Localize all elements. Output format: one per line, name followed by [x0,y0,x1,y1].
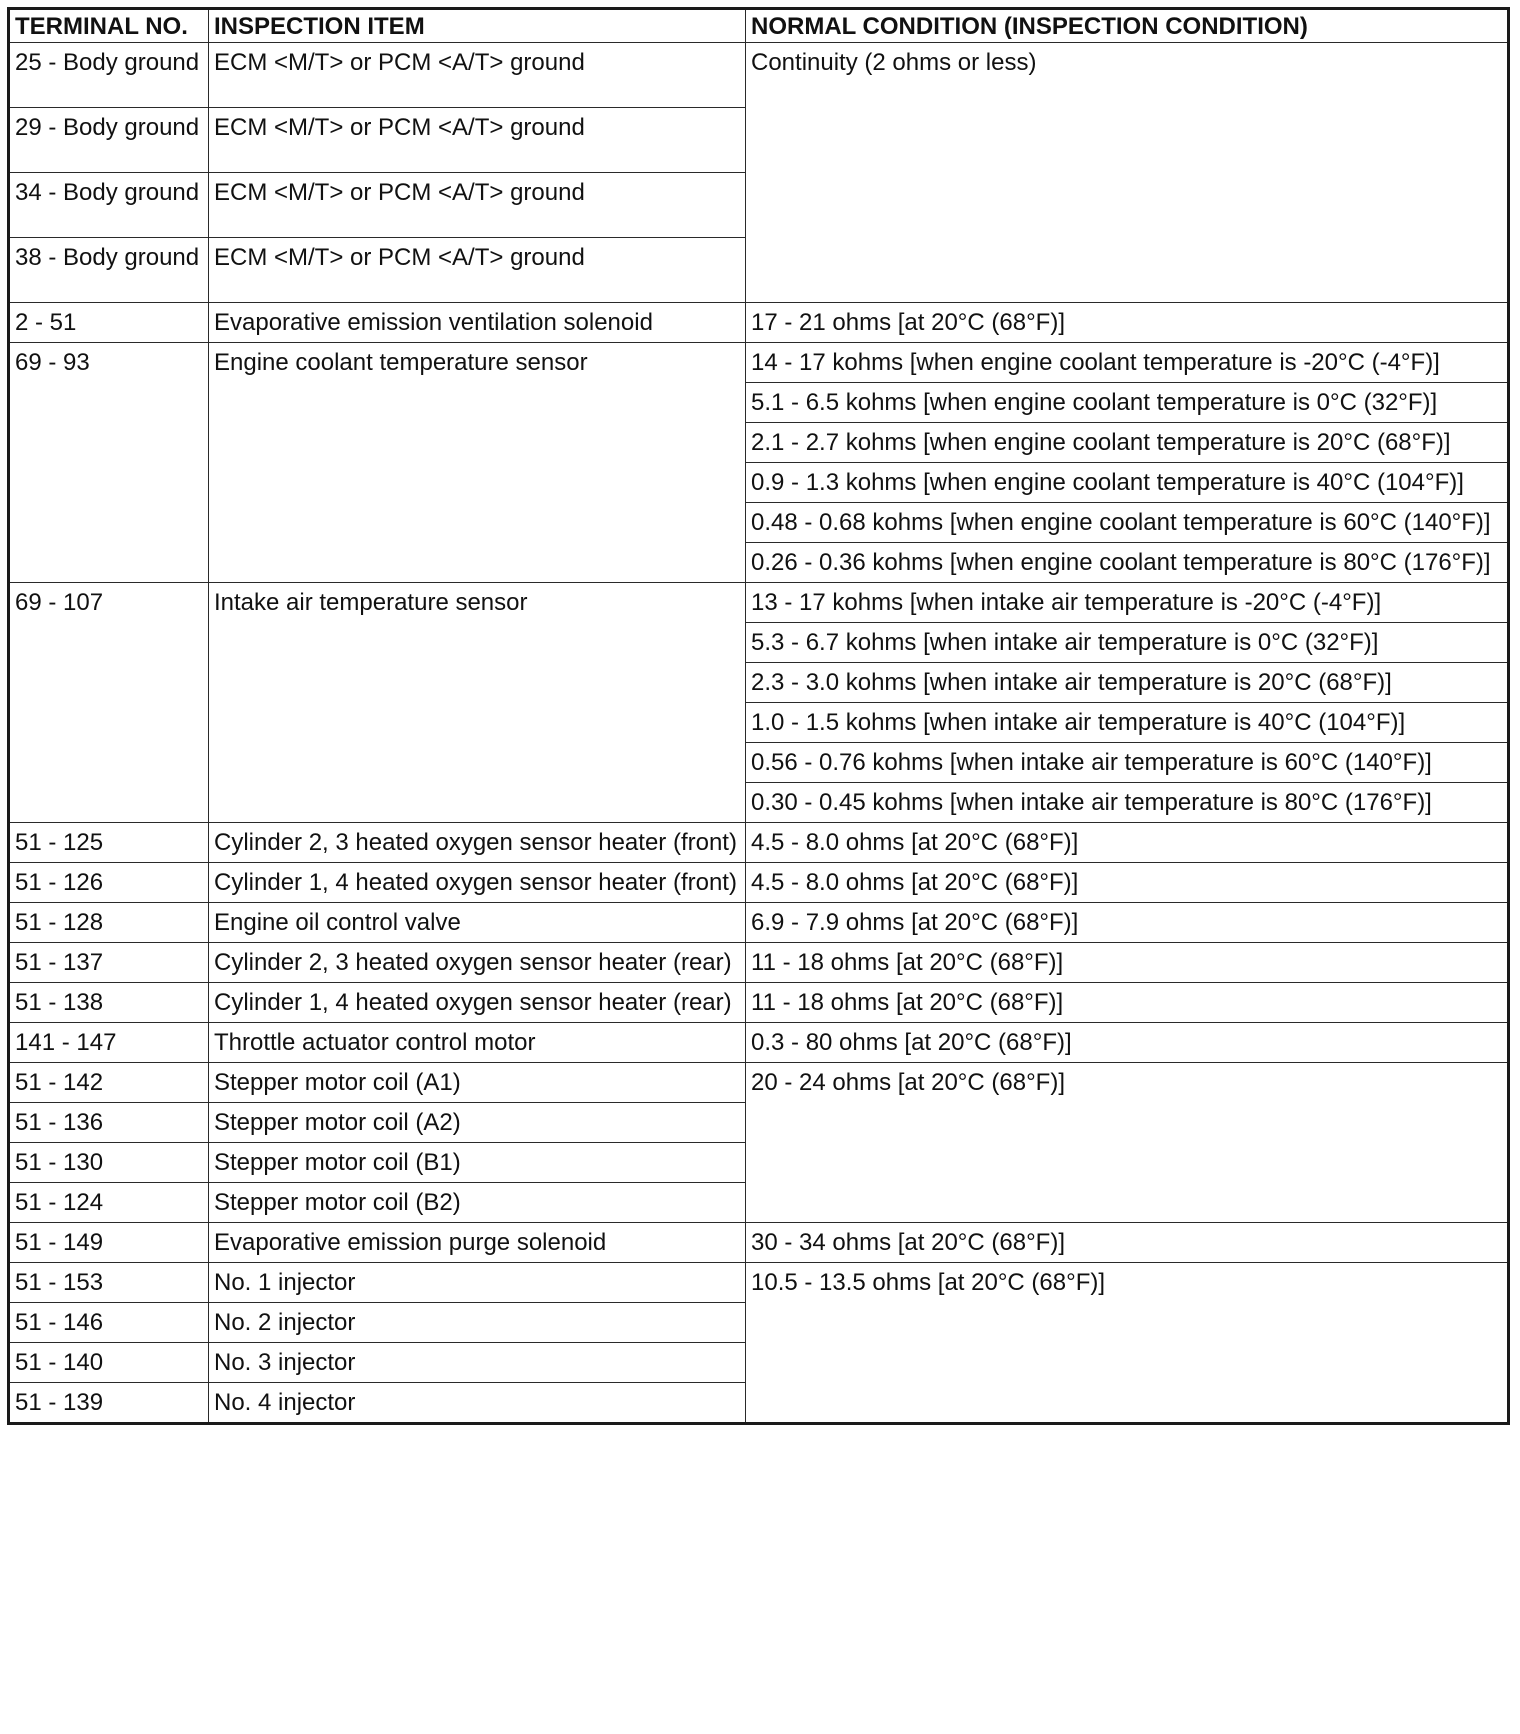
condition-cell: 6.9 - 7.9 ohms [at 20°C (68°F)] [746,903,1509,943]
condition-cell: 0.56 - 0.76 kohms [when intake air temperature is 60°C (140°F)] [746,743,1509,783]
header-terminal: TERMINAL NO. [9,9,209,43]
table-row [9,343,1509,383]
item-cell: Cylinder 1, 4 heated oxygen sensor heater (rear) [209,983,746,1023]
item-cell: ECM <M/T> or PCM <A/T> ground [209,238,746,303]
condition-cell: 2.1 - 2.7 kohms [when engine coolant temperature is 20°C (68°F)] [746,423,1509,463]
condition-cell: 0.3 - 80 ohms [at 20°C (68°F)] [746,1023,1509,1063]
terminal-cell: 51 - 126 [9,863,209,903]
terminal-cell: 34 - Body ground [9,173,209,238]
item-cell: Cylinder 2, 3 heated oxygen sensor heater (rear) [209,943,746,983]
condition-cell: 5.1 - 6.5 kohms [when engine coolant temperature is 0°C (32°F)] [746,383,1509,423]
condition-cell: 10.5 - 13.5 ohms [at 20°C (68°F)] [746,1263,1509,1424]
table-row [9,43,1509,108]
terminal-cell: 51 - 142 [9,1063,209,1103]
condition-cell: 0.9 - 1.3 kohms [when engine coolant temperature is 40°C (104°F)] [746,463,1509,503]
item-cell: Engine oil control valve [209,903,746,943]
table-row [9,303,1509,343]
item-cell: No. 3 injector [209,1343,746,1383]
item-cell: ECM <M/T> or PCM <A/T> ground [209,173,746,238]
table-row [9,1063,1509,1103]
table-row [9,903,1509,943]
terminal-cell: 29 - Body ground [9,108,209,173]
condition-cell: 14 - 17 kohms [when engine coolant temperature is -20°C (-4°F)] [746,343,1509,383]
table-row [9,1223,1509,1263]
condition-cell: 13 - 17 kohms [when intake air temperature is -20°C (-4°F)] [746,583,1509,623]
table-row [9,583,1509,623]
terminal-cell: 51 - 146 [9,1303,209,1343]
item-cell: ECM <M/T> or PCM <A/T> ground [209,43,746,108]
condition-cell: 2.3 - 3.0 kohms [when intake air temperature is 20°C (68°F)] [746,663,1509,703]
terminal-cell: 51 - 149 [9,1223,209,1263]
item-cell: Stepper motor coil (B2) [209,1183,746,1223]
item-cell: Throttle actuator control motor [209,1023,746,1063]
terminal-cell: 51 - 130 [9,1143,209,1183]
item-cell: Evaporative emission ventilation solenoid [209,303,746,343]
item-cell: Evaporative emission purge solenoid [209,1223,746,1263]
terminal-cell: 2 - 51 [9,303,209,343]
item-cell: No. 4 injector [209,1383,746,1424]
condition-cell: 4.5 - 8.0 ohms [at 20°C (68°F)] [746,863,1509,903]
terminal-cell: 141 - 147 [9,1023,209,1063]
table-row [9,823,1509,863]
terminal-cell: 25 - Body ground [9,43,209,108]
table-row [9,1023,1509,1063]
terminal-cell: 51 - 139 [9,1383,209,1424]
header-normal-condition: NORMAL CONDITION (INSPECTION CONDITION) [746,9,1509,43]
condition-cell: 1.0 - 1.5 kohms [when intake air temperature is 40°C (104°F)] [746,703,1509,743]
terminal-cell: 51 - 124 [9,1183,209,1223]
condition-cell: 0.48 - 0.68 kohms [when engine coolant temperature is 60°C (140°F)] [746,503,1509,543]
table-row [9,943,1509,983]
header-inspection-item: INSPECTION ITEM [209,9,746,43]
condition-cell: Continuity (2 ohms or less) [746,43,1509,303]
table-row [9,983,1509,1023]
item-cell: Intake air temperature sensor [209,583,746,823]
terminal-cell: 51 - 138 [9,983,209,1023]
condition-cell: 4.5 - 8.0 ohms [at 20°C (68°F)] [746,823,1509,863]
item-cell: Engine coolant temperature sensor [209,343,746,583]
header-row [9,9,1509,43]
condition-cell: 11 - 18 ohms [at 20°C (68°F)] [746,943,1509,983]
terminal-cell: 51 - 125 [9,823,209,863]
terminal-cell: 51 - 153 [9,1263,209,1303]
terminal-cell: 51 - 137 [9,943,209,983]
item-cell: Cylinder 2, 3 heated oxygen sensor heater (front) [209,823,746,863]
item-cell: Cylinder 1, 4 heated oxygen sensor heater (front) [209,863,746,903]
condition-cell: 17 - 21 ohms [at 20°C (68°F)] [746,303,1509,343]
condition-cell: 0.30 - 0.45 kohms [when intake air temperature is 80°C (176°F)] [746,783,1509,823]
table-row [9,1263,1509,1303]
terminal-cell: 51 - 128 [9,903,209,943]
condition-cell: 30 - 34 ohms [at 20°C (68°F)] [746,1223,1509,1263]
terminal-cell: 51 - 140 [9,1343,209,1383]
table-row [9,863,1509,903]
item-cell: ECM <M/T> or PCM <A/T> ground [209,108,746,173]
item-cell: Stepper motor coil (B1) [209,1143,746,1183]
item-cell: No. 1 injector [209,1263,746,1303]
terminal-cell: 69 - 107 [9,583,209,823]
item-cell: No. 2 injector [209,1303,746,1343]
condition-cell: 20 - 24 ohms [at 20°C (68°F)] [746,1063,1509,1223]
condition-cell: 0.26 - 0.36 kohms [when engine coolant temperature is 80°C (176°F)] [746,543,1509,583]
item-cell: Stepper motor coil (A1) [209,1063,746,1103]
inspection-table [7,7,1510,1425]
terminal-cell: 38 - Body ground [9,238,209,303]
terminal-cell: 69 - 93 [9,343,209,583]
condition-cell: 11 - 18 ohms [at 20°C (68°F)] [746,983,1509,1023]
condition-cell: 5.3 - 6.7 kohms [when intake air temperature is 0°C (32°F)] [746,623,1509,663]
item-cell: Stepper motor coil (A2) [209,1103,746,1143]
terminal-cell: 51 - 136 [9,1103,209,1143]
